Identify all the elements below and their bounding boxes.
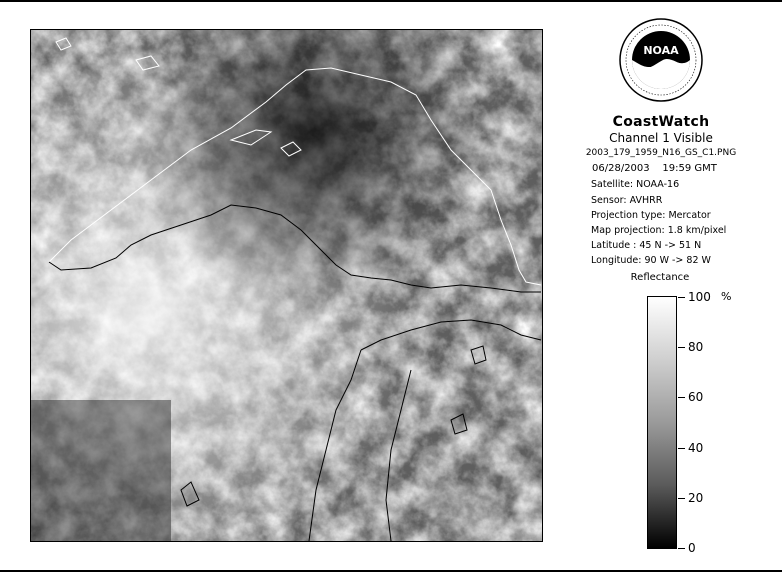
colorbar-tick-label: 80 xyxy=(688,340,704,354)
file-name: 2003_179_1959_N16_GS_C1.PNG xyxy=(585,148,737,158)
colorbar-tick-label: 100 xyxy=(688,290,711,304)
colorbar-tick xyxy=(678,297,685,298)
projection-type-line: Projection type: Mercator xyxy=(591,210,711,221)
time-value: 19:59 GMT xyxy=(662,163,717,174)
colorbar-tick-label: 60 xyxy=(688,390,704,404)
top-border xyxy=(0,0,782,2)
colorbar xyxy=(647,296,677,549)
colorbar-tick xyxy=(678,397,685,398)
noaa-logo-text: NOAA xyxy=(643,44,679,57)
latitude-line: Latitude : 45 N -> 51 N xyxy=(591,240,702,251)
colorbar-tick-label: 40 xyxy=(688,441,704,455)
channel-subtitle: Channel 1 Visible xyxy=(609,131,713,145)
app-title: CoastWatch xyxy=(612,114,710,130)
date-time xyxy=(592,163,717,174)
colorbar-tick-label: 20 xyxy=(688,491,704,505)
satellite-image xyxy=(30,29,543,542)
colorbar-unit: % xyxy=(721,290,732,303)
colorbar-tick xyxy=(678,498,685,499)
satellite-line: Satellite: NOAA-16 xyxy=(591,179,680,190)
colorbar-tick-label: 0 xyxy=(688,541,696,555)
longitude-line: Longitude: 90 W -> 82 W xyxy=(591,255,711,266)
map-projection-line: Map projection: 1.8 km/pixel xyxy=(591,225,727,236)
colorbar-tick xyxy=(678,548,685,549)
sensor-line: Sensor: AVHRR xyxy=(591,195,663,206)
noaa-logo xyxy=(619,18,703,102)
date-value: 06/28/2003 xyxy=(592,163,650,174)
colorbar-title: Reflectance xyxy=(630,272,690,283)
colorbar-tick xyxy=(678,347,685,348)
colorbar-tick xyxy=(678,448,685,449)
